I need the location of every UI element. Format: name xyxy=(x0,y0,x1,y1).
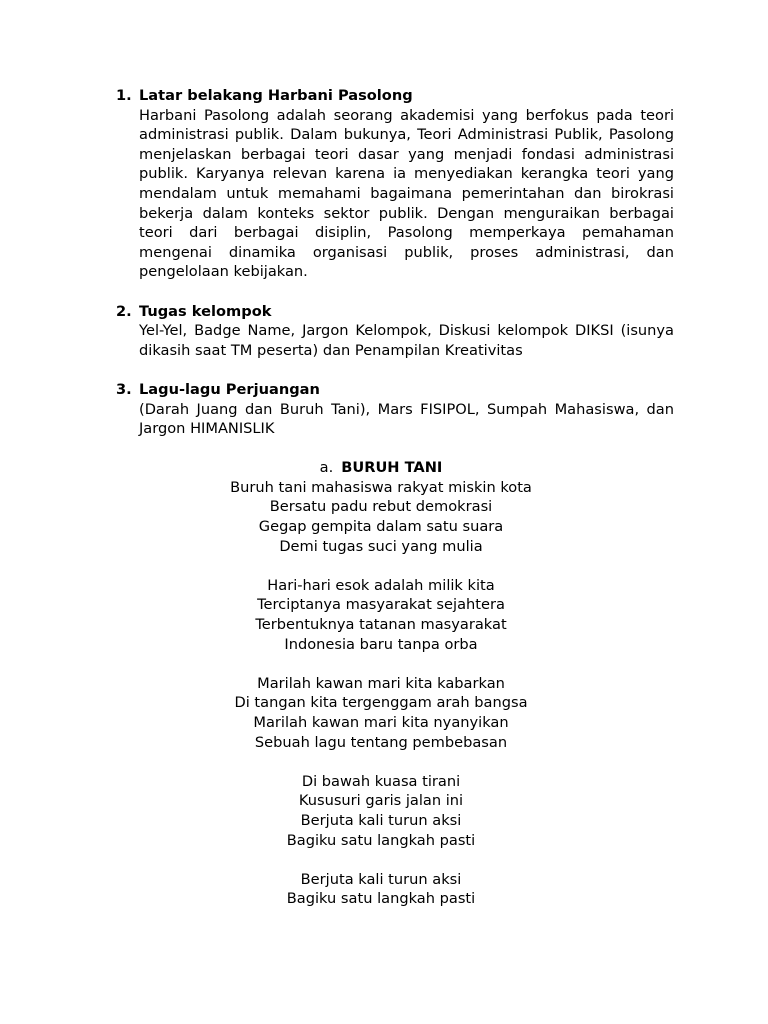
section-lagu-perjuangan xyxy=(116,380,674,439)
spacer xyxy=(0,360,768,380)
lyric-line: Demi tugas suci yang mulia xyxy=(279,537,483,555)
lyric-line: Indonesia baru tanpa orba xyxy=(284,635,478,653)
song-lyrics xyxy=(0,458,765,909)
song-marker: a. xyxy=(319,459,334,477)
lyric-line: Bagiku satu langkah pasti xyxy=(286,831,476,849)
section-title: Tugas kelompok xyxy=(139,302,272,320)
section-number: 2. xyxy=(116,302,132,320)
song-title: BURUH TANI xyxy=(341,459,443,477)
section-body xyxy=(139,321,674,360)
lyric-line: Bersatu padu rebut demokrasi xyxy=(269,498,493,516)
lyric-line: Berjuta kali turun aksi xyxy=(300,870,462,888)
lyric-line: Berjuta kali turun aksi xyxy=(300,811,462,829)
spacer xyxy=(0,556,765,576)
lyric-line: Terciptanya masyarakat sejahtera xyxy=(257,596,505,614)
lyric-line: Bagiku satu langkah pasti xyxy=(286,890,476,908)
section-paragraph: Yel-Yel, Badge Name, Jargon Kelompok, Diskusi kelompok DIKSI (isunya dikasih saat TM peserta) dan Penampilan Kreativitas xyxy=(139,322,674,359)
spacer xyxy=(0,850,765,870)
section-heading xyxy=(116,380,674,400)
spacer xyxy=(0,752,765,772)
section-title: Latar belakang Harbani Pasolong xyxy=(139,87,413,104)
section-heading xyxy=(116,302,674,322)
stanza xyxy=(0,772,765,850)
stanza xyxy=(0,870,765,909)
spacer xyxy=(0,282,768,302)
lyric-line: Marilah kawan mari kita nyanyikan xyxy=(253,714,509,731)
section-latar-belakang xyxy=(116,86,674,282)
section-paragraph: (Darah Juang dan Buruh Tani), Mars FISIPOL, Sumpah Mahasiswa, dan Jargon HIMANISLIK xyxy=(139,400,674,438)
lyric-line: Sebuah lagu tentang pembebasan xyxy=(254,733,508,751)
section-heading xyxy=(116,86,674,106)
spacer xyxy=(0,439,768,459)
section-paragraph: Harbani Pasolong adalah seorang akademisi yang berfokus pada teori administrasi publik. Dalam bukunya, Teori Administrasi Publik, Pasolong menjelaskan berbagai teori dasar yang menjadi fondasi administrasi publik. Karyanya relevan karena ia menyediakan kerangka teori yang mendalam untuk memahami bagaimana pemerintahan dan birokrasi bekerja dalam konteks sektor publik. Dengan menguraikan berbagai teori dari berbagai disiplin, Pasolong memperkaya pemahaman mengenai dinamika organisasi publik, proses administrasi, dan pengelolaan kebijakan. xyxy=(139,106,674,281)
section-body xyxy=(139,400,674,439)
spacer xyxy=(0,654,765,674)
lyric-line: Hari-hari esok adalah milik kita xyxy=(267,576,495,594)
stanza xyxy=(0,478,765,556)
lyric-line: Buruh tani mahasiswa rakyat miskin kota xyxy=(230,478,532,496)
section-title: Lagu-lagu Perjuangan xyxy=(139,380,320,398)
section-number: 3. xyxy=(116,380,132,398)
lyric-line: Di tangan kita tergenggam arah bangsa xyxy=(234,694,528,712)
lyric-line: Gegap gempita dalam satu suara xyxy=(258,518,504,536)
lyric-line: Kususuri garis jalan ini xyxy=(298,792,464,810)
section-body xyxy=(139,106,674,282)
song-title-line xyxy=(0,458,765,478)
document-page xyxy=(0,86,768,909)
section-number: 1. xyxy=(116,87,132,104)
lyric-line: Marilah kawan mari kita kabarkan xyxy=(257,674,505,692)
stanza xyxy=(0,674,765,752)
stanza xyxy=(0,576,765,654)
lyric-line: Terbentuknya tatanan masyarakat xyxy=(255,616,507,634)
section-tugas-kelompok xyxy=(116,302,674,361)
lyric-line: Di bawah kuasa tirani xyxy=(301,772,461,790)
